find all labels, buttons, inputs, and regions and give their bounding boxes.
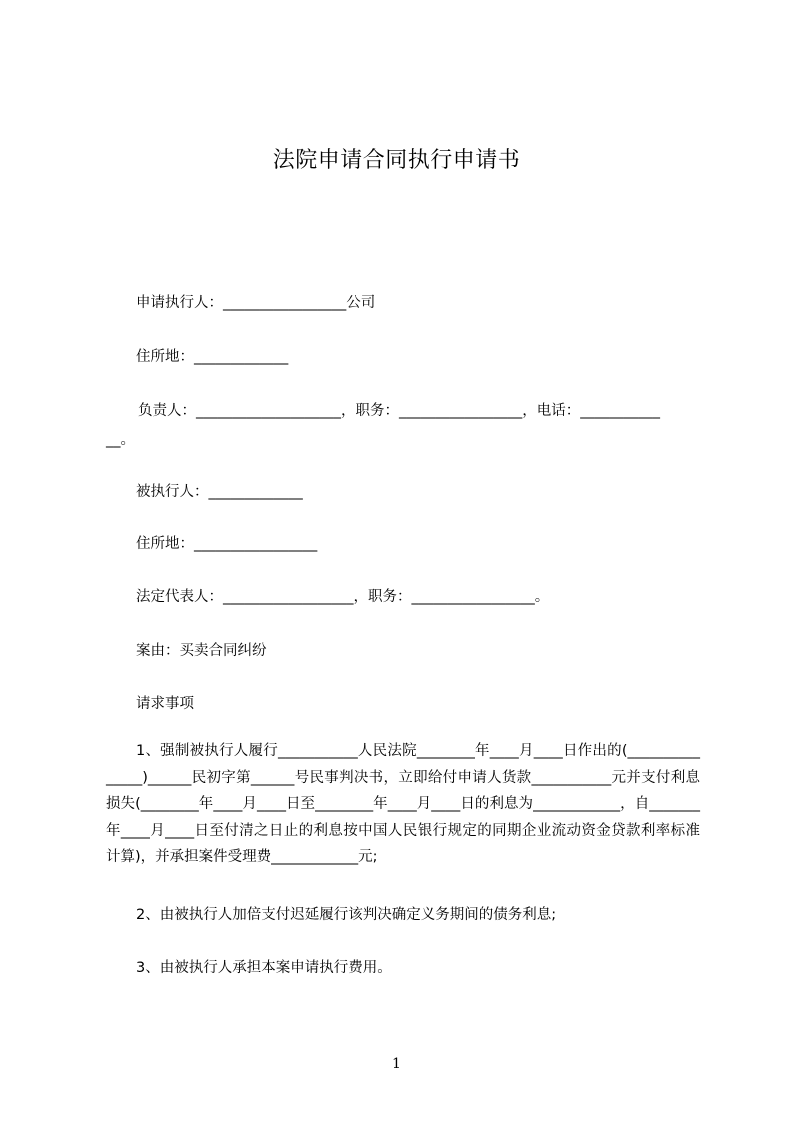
request-item-2: 2、由被执行人加倍支付迟延履行该判决确定义务期间的债务利息; [136,907,557,923]
request-item-1: 1、强制被执行人履行___________人民法院________年____月____日作出的(_______________)______民初字第______号民事判决书，立即给付申请人货款___________元并支付利息损失(________年____月____日至________年____月____日的利息为____________，自_______年____月____日至付清之日止的利息按中国人民银行规定的同期企业流动资金贷款利率标准计算)，并承担案件受理费____________元; [106,743,700,865]
document-title: 法院申请合同执行申请书 [272,148,521,173]
request-item-3: 3、由被执行人承担本案申请执行费用。 [136,960,392,976]
legal-representative-line: 法定代表人：__________________，职务：_________________。 [136,589,550,605]
responsible-person-line-continued: __。 [106,432,135,448]
respondent-line: 被执行人：_____________ [136,484,303,500]
respondent-address-line: 住所地：_________________ [136,536,318,552]
cause-of-action-line: 案由：买卖合同纠纷 [136,643,267,659]
responsible-person-line: 负责人：____________________，职务：_________________，电话：___________ [138,403,660,419]
applicant-line: 申请执行人：_________________公司 [136,295,376,311]
applicant-address-line: 住所地：_____________ [136,349,289,365]
page-number: 1 [392,1056,401,1072]
request-heading: 请求事项 [136,696,194,712]
